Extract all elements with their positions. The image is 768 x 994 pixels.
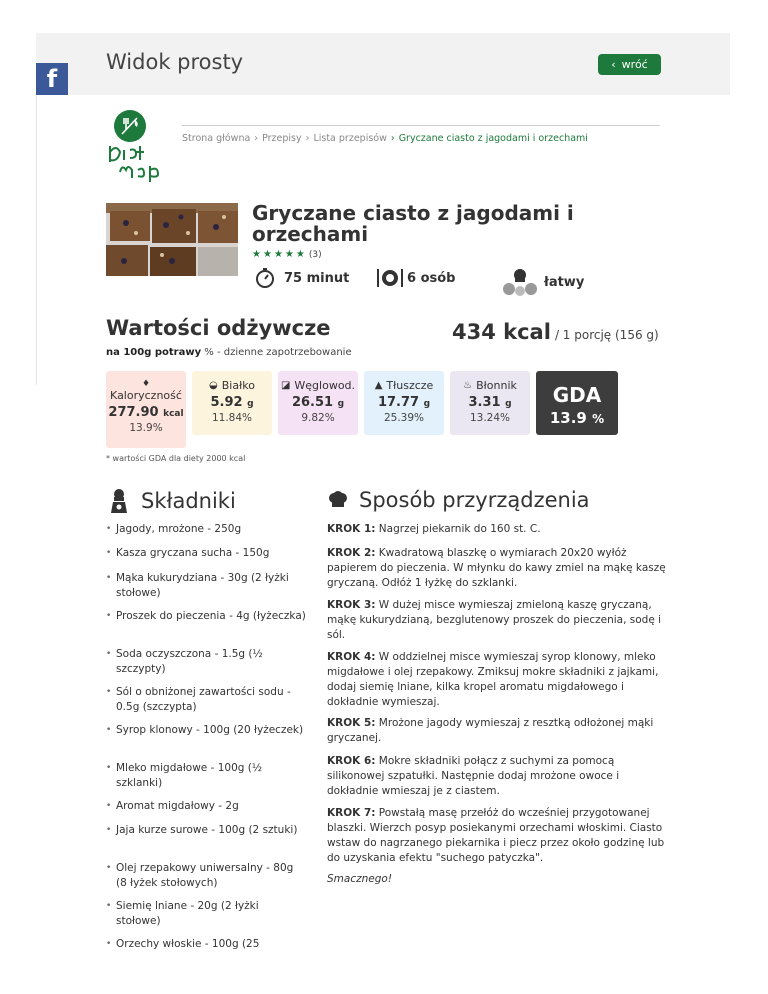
preparation-heading: Sposób przyrządzenia: [327, 488, 590, 512]
page-title: Widok prosty: [106, 50, 244, 74]
ingredients-heading: Składniki: [107, 488, 236, 514]
per100-note: na 100g potrawy % - dzienne zapotrzebowanie: [106, 347, 352, 358]
list-item: • Mąka kukurydziana - 30g (2 łyżki stołowe): [106, 571, 306, 601]
list-item: • Siemię lniane - 20g (2 łyżki stołowe): [106, 899, 306, 929]
rating[interactable]: [252, 249, 322, 260]
chevron-right-icon: ›: [305, 133, 310, 144]
flame-icon: ♦: [141, 379, 151, 389]
protein-icon: ◒: [209, 380, 218, 391]
star-icon: ★: [262, 249, 272, 260]
kcal-total: 434 kcal / 1 porcję (156 g): [452, 320, 659, 344]
list-item: • Jagody, mrożone - 250g: [106, 522, 306, 537]
chevron-left-icon: ‹: [611, 58, 616, 71]
difficulty: łatwy: [500, 267, 584, 297]
recipe-title: Gryczane ciasto z jagodami i orzechami: [252, 201, 574, 246]
closing-text: Smacznego!: [327, 873, 393, 885]
step: KROK 1: Nagrzej piekarnik do 160 st. C.: [327, 523, 541, 535]
prep-time: 75 minut: [254, 267, 349, 289]
facebook-share-icon[interactable]: f: [36, 63, 68, 95]
plate-cutlery-icon: [375, 267, 405, 289]
nutrient-fat: ▲ Tłuszcze 17.77 g 25.39%: [364, 371, 444, 435]
list-item: • Olej rzepakowy uniwersalny - 80g (8 łyżek stołowych): [106, 861, 306, 891]
fat-icon: ▲: [374, 380, 383, 391]
chef-icon: [107, 488, 131, 514]
list-item: • Proszek do pieczenia - 4g (łyżeczka): [106, 609, 306, 624]
gda-footnote: * wartości GDA dla diety 2000 kcal: [106, 454, 246, 463]
breadcrumb-current: Gryczane ciasto z jagodami i orzechami: [398, 133, 588, 144]
rating-count: (3): [308, 249, 322, 260]
step: KROK 2: Kwadratową blaszkę o wymiarach 20x20 wyłóż papierem do pieczenia. W młynku do kawy zmiel na mąkę kaszę gryczaną. Odłóż 1 łyżkę do szklanki.: [327, 547, 666, 589]
divider: [182, 125, 660, 126]
list-item: • Kasza gryczana sucha - 150g: [106, 546, 306, 561]
divider: [36, 95, 37, 385]
list-item: • Sól o obniżonej zawartości sodu - 0.5g (szczypta): [106, 685, 306, 715]
nutrition-heading: Wartości odżywcze: [106, 316, 331, 340]
step: KROK 3: W dużej misce wymieszaj zmieloną kaszę gryczaną, mąkę kukurydzianą, bezglutenowy proszek do pieczenia, sodę i sól.: [327, 599, 662, 641]
star-half-icon: ★: [295, 249, 305, 260]
breadcrumb-recipe-list[interactable]: Lista przepisów: [313, 133, 387, 144]
list-item: • Aromat migdałowy - 2g: [106, 799, 306, 814]
back-button-label: wróć: [621, 58, 648, 71]
nutrient-protein: ◒ Białko 5.92 g 11.84%: [192, 371, 272, 435]
star-icon: ★: [252, 249, 261, 260]
gda-box: GDA 13.9 %: [536, 371, 618, 435]
step: KROK 6: Mokre składniki połącz z suchymi za pomocą silikonowej szpatułki. Następnie dodaj mrożone owoce i dokładnie wmieszaj je z ciastem.: [327, 755, 620, 797]
carbs-icon: ◪: [280, 380, 291, 391]
list-item: • Jaja kurze surowe - 100g (2 sztuki): [106, 823, 306, 838]
list-item: • Soda oczyszczona - 1.5g (½ szczypty): [106, 647, 306, 677]
star-icon: ★: [284, 249, 294, 260]
list-item: • Orzechy włoskie - 100g (25: [106, 937, 306, 952]
step: KROK 4: W oddzielnej misce wymieszaj syrop klonowy, mleko migdałowe i olej rzepakowy. Zmiksuj mokre składniki z jajkami, dodaj siemię lniane, kilka kropel aromatu migdałowego i dokładnie wymieszaj.: [327, 651, 659, 708]
nutrient-carbs: ◪ Węglowod. 26.51 g 9.82%: [278, 371, 358, 435]
chef-hat-icon: [500, 267, 540, 297]
chevron-right-icon: ›: [390, 133, 395, 144]
nutrient-calories: ♦ Kaloryczność 277.90 kcal 13.9%: [106, 371, 186, 448]
chevron-right-icon: ›: [254, 133, 259, 144]
dietmap-logo[interactable]: [104, 108, 174, 188]
star-icon: ★: [273, 249, 283, 260]
stopwatch-icon: [254, 267, 276, 289]
breadcrumb-home[interactable]: Strona główna: [182, 133, 251, 144]
recipe-photo: [106, 203, 238, 276]
list-item: • Mleko migdałowe - 100g (½ szklanki): [106, 761, 306, 791]
fiber-icon: ♨: [463, 380, 473, 391]
breadcrumb: [182, 133, 588, 144]
servings: 6 osób: [375, 267, 455, 289]
list-item: • Syrop klonowy - 100g (20 łyżeczek): [106, 723, 306, 738]
step: KROK 7: Powstałą masę przełóż do wcześniej przygotowanej blaszki. Wierzch posyp posiekanymi orzechami włoskimi. Ciasto wstaw do nagrzanego piekarnika i piecz przez około godzinę lub do uzyskania efektu "suchego patyczka".: [327, 807, 665, 864]
back-button[interactable]: [598, 54, 661, 75]
step: KROK 5: Mrożone jagody wymieszaj z resztką odłożonej mąki gryczanej.: [327, 717, 654, 744]
chef-hat-icon: [327, 491, 349, 509]
nutrient-fiber: ♨ Błonnik 3.31 g 13.24%: [450, 371, 530, 435]
breadcrumb-recipes[interactable]: Przepisy: [262, 133, 302, 144]
